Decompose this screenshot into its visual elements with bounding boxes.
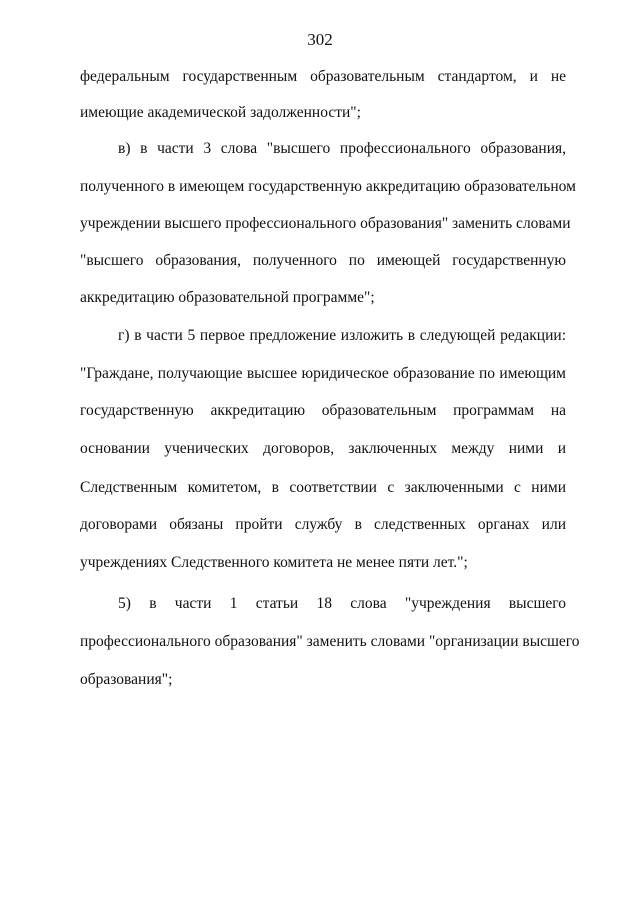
- text-line: г) в части 5 первое предложение изложить в следующей редакции:: [118, 327, 566, 344]
- text-line: 5) в части 1 статьи 18 слова "учреждения высшего: [118, 595, 566, 612]
- text-line: учреждении высшего профессионального образования" заменить словами: [80, 215, 571, 232]
- text-line: аккредитацию образовательной программе";: [80, 289, 375, 306]
- text-line: федеральным государственным образовательным стандартом, и не: [80, 68, 566, 85]
- text-line: договорами обязаны пройти службу в следственных органах или: [80, 516, 566, 533]
- text-line: Следственным комитетом, в соответствии с заключенными с ними: [80, 479, 566, 496]
- text-line: в) в части 3 слова "высшего профессионального образования,: [118, 140, 566, 157]
- text-line: полученного в имеющем государственную аккредитацию образовательном: [80, 178, 576, 195]
- text-line: имеющие академической задолженности";: [80, 104, 361, 121]
- text-line: "Граждане, получающие высшее юридическое образование по имеющим: [80, 365, 566, 382]
- text-line: учреждениях Следственного комитета не менее пяти лет.";: [80, 554, 468, 571]
- text-line: образования";: [80, 671, 173, 688]
- text-line: профессионального образования" заменить словами "организации высшего: [80, 633, 580, 650]
- text-line: основании ученических договоров, заключенных между ними и: [80, 440, 566, 457]
- page-number: 302: [307, 30, 333, 49]
- text-line: государственную аккредитацию образовательным программам на: [80, 402, 566, 419]
- text-line: "высшего образования, полученного по имеющей государственную: [80, 252, 566, 269]
